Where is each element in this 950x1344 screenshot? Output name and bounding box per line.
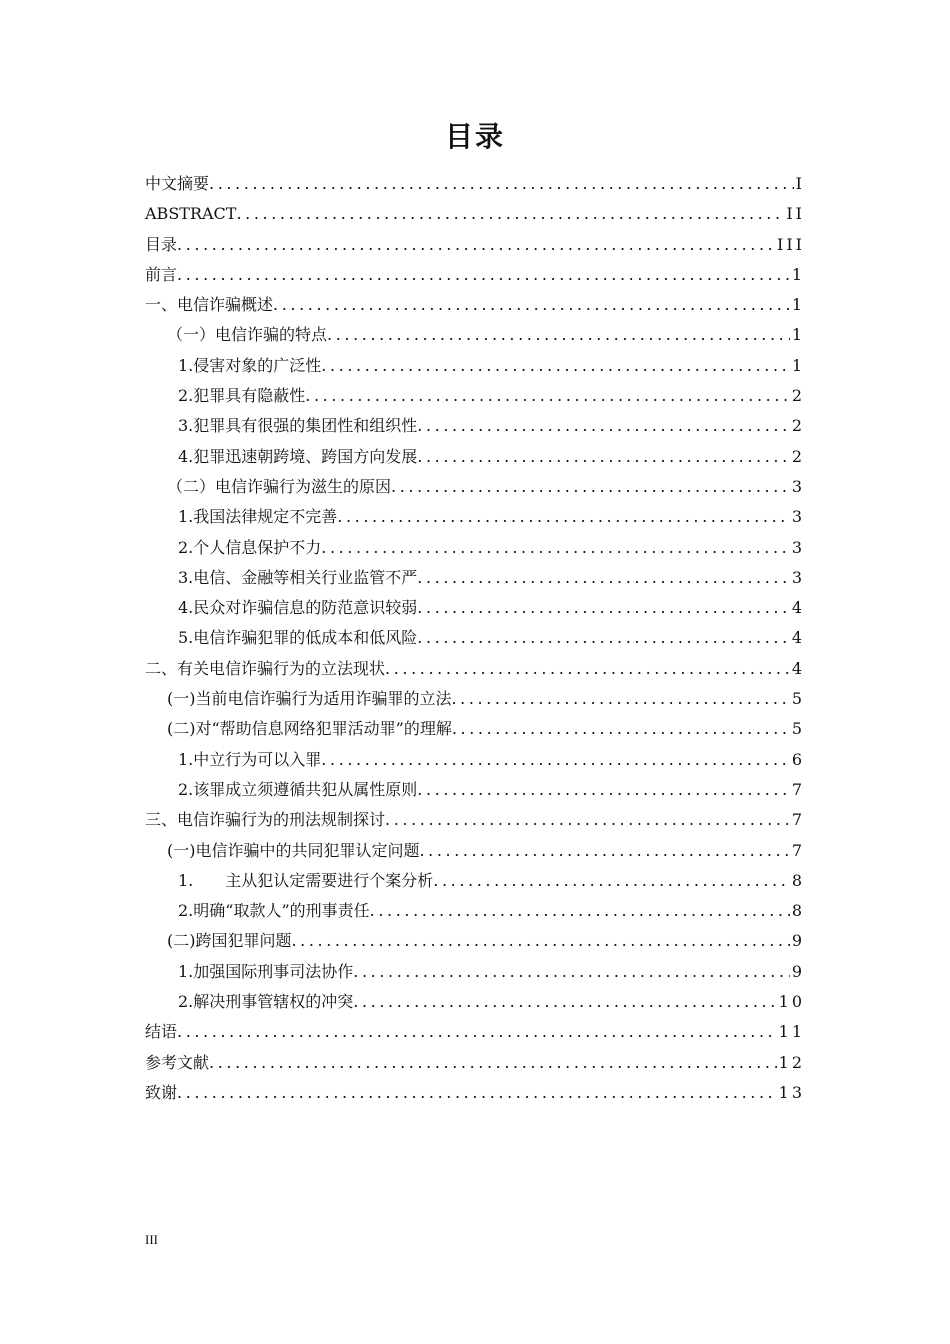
toc-entry-label: 一、电信诈骗概述 (145, 295, 274, 315)
dot-leader (353, 957, 790, 987)
dot-leader (273, 290, 790, 320)
toc-entry[interactable] (145, 563, 805, 593)
dot-leader (209, 1048, 777, 1078)
toc-entry-page: 2 (791, 446, 805, 466)
dot-leader (417, 442, 790, 472)
toc-entry-page: 7 (791, 840, 805, 860)
dot-leader (209, 169, 794, 199)
toc-entry-label: 3.犯罪具有很强的集团性和组织性 (178, 416, 418, 436)
dot-leader (433, 866, 790, 896)
dot-leader (353, 987, 776, 1017)
dot-leader (321, 533, 790, 563)
toc-entry[interactable] (145, 230, 805, 260)
dot-leader (370, 896, 790, 926)
toc-entry[interactable] (145, 926, 805, 956)
toc-entry-label: 二、有关电信诈骗行为的立法现状 (145, 658, 386, 678)
dot-leader (236, 199, 784, 229)
page-number-footer: III (145, 1232, 158, 1247)
toc-entry[interactable] (145, 1078, 805, 1108)
toc-entry-label: 2.个人信息保护不力 (178, 537, 322, 557)
toc-entry[interactable] (145, 320, 805, 350)
toc-entry-label: ABSTRACT (145, 204, 237, 224)
toc-entry-label: 三、电信诈骗行为的刑法规制探讨 (145, 810, 386, 830)
toc-entry-page: 5 (791, 719, 805, 739)
toc-entry-page: III (777, 234, 805, 254)
dot-leader (417, 623, 790, 653)
toc-entry-page: 3 (791, 507, 805, 527)
toc-entry-label: 1.我国法律规定不完善 (178, 507, 338, 527)
dot-leader (452, 714, 790, 744)
toc-entry[interactable] (145, 745, 805, 775)
dot-leader (417, 775, 790, 805)
toc-entry[interactable] (145, 805, 805, 835)
dot-leader (292, 926, 790, 956)
toc-entry[interactable] (145, 684, 805, 714)
toc-entry[interactable] (145, 290, 805, 320)
toc-entry-label: 2.该罪成立须遵循共犯从属性原则 (178, 779, 418, 799)
dot-leader (177, 260, 790, 290)
toc-entry-label: 1.侵害对象的广泛性 (178, 355, 322, 375)
toc-entry-page: 1 (791, 355, 805, 375)
toc-entry[interactable] (145, 1017, 805, 1047)
dot-leader (321, 745, 790, 775)
toc-entry-page: 11 (778, 1022, 805, 1042)
page-title: 目录 (444, 120, 505, 153)
toc-entry[interactable] (145, 381, 805, 411)
dot-leader (420, 836, 790, 866)
dot-leader (305, 381, 790, 411)
toc-entry-label: (一)当前电信诈骗行为适用诈骗罪的立法 (167, 689, 452, 709)
dot-leader (385, 805, 790, 835)
dot-leader (452, 684, 790, 714)
toc-entry-page: 1 (791, 264, 805, 284)
dot-leader (385, 654, 790, 684)
toc-entry-label: （一）电信诈骗的特点 (167, 325, 328, 345)
toc-entry-label: 致谢 (145, 1082, 178, 1102)
toc-entry-label: 参考文献 (145, 1052, 210, 1072)
toc-entry[interactable] (145, 351, 805, 381)
dot-leader (417, 411, 790, 441)
toc-entry-label: (一)电信诈骗中的共同犯罪认定问题 (167, 840, 420, 860)
toc-entry[interactable] (145, 987, 805, 1017)
dot-leader (391, 472, 790, 502)
toc-entry-label: 中文摘要 (145, 174, 210, 193)
toc-entry-page: 3 (791, 476, 805, 496)
dot-leader (417, 593, 790, 623)
toc-entry-page: 1 (791, 295, 805, 315)
toc-entry-label: 1.中立行为可以入罪 (178, 749, 322, 769)
toc-entry[interactable] (145, 836, 805, 866)
dot-leader (177, 230, 775, 260)
toc-entry[interactable] (145, 593, 805, 623)
toc-entry-page: 4 (791, 598, 805, 618)
toc-entry-label: 前言 (145, 264, 178, 284)
toc-entry[interactable] (145, 1048, 805, 1078)
toc-entry[interactable] (145, 775, 805, 805)
toc-entry-page: 8 (791, 870, 805, 890)
toc-entry-page: 3 (791, 567, 805, 587)
toc-entry-page: 6 (791, 749, 805, 769)
toc-entry-label: 1. 主从犯认定需要进行个案分析 (178, 870, 434, 890)
dot-leader (417, 563, 790, 593)
table-of-contents (145, 169, 805, 1108)
toc-entry-page: 9 (791, 961, 805, 981)
toc-entry-label: 4.民众对诈骗信息的防范意识较弱 (178, 598, 418, 618)
toc-entry[interactable] (145, 957, 805, 987)
toc-entry-page: 8 (791, 901, 805, 921)
toc-entry[interactable] (145, 866, 805, 896)
toc-entry[interactable] (145, 896, 805, 926)
toc-entry-label: 2.犯罪具有隐蔽性 (178, 386, 306, 406)
toc-entry-label: 4.犯罪迅速朝跨境、跨国方向发展 (178, 446, 418, 466)
toc-entry-label: 目录 (145, 234, 178, 254)
toc-entry[interactable] (145, 411, 805, 441)
toc-entry-label: (二)跨国犯罪问题 (167, 931, 292, 951)
toc-entry[interactable] (145, 169, 805, 199)
toc-entry-label: 5.电信诈骗犯罪的低成本和低风险 (178, 628, 418, 648)
toc-entry-label: (二)对“帮助信息网络犯罪活动罪”的理解 (167, 719, 452, 739)
toc-entry-page: 2 (791, 386, 805, 406)
toc-entry[interactable] (145, 442, 805, 472)
toc-entry-page: I (795, 174, 805, 193)
dot-leader (327, 320, 790, 350)
toc-entry-label: 2.解决刑事管辖权的冲突 (178, 992, 354, 1012)
toc-entry-page: 5 (791, 689, 805, 709)
toc-entry[interactable] (145, 714, 805, 744)
toc-entry[interactable] (145, 260, 805, 290)
toc-entry-page: 2 (791, 416, 805, 436)
toc-entry-page: 7 (791, 779, 805, 799)
toc-entry-page: 4 (791, 628, 805, 648)
toc-entry[interactable] (145, 199, 805, 229)
toc-entry-page: 9 (791, 931, 805, 951)
toc-entry-label: （二）电信诈骗行为滋生的原因 (167, 476, 392, 496)
toc-entry-page: 1 (791, 325, 805, 345)
toc-entry-label: 1.加强国际刑事司法协作 (178, 961, 354, 981)
toc-entry-label: 3.电信、金融等相关行业监管不严 (178, 567, 418, 587)
toc-entry-page: 4 (791, 658, 805, 678)
toc-entry-page: 13 (778, 1082, 805, 1102)
toc-entry[interactable] (145, 533, 805, 563)
toc-entry[interactable] (145, 654, 805, 684)
toc-entry-label: 2.明确“取款人”的刑事责任 (178, 901, 370, 921)
toc-entry-page: 12 (778, 1052, 805, 1072)
toc-entry-page: 7 (791, 810, 805, 830)
toc-entry[interactable] (145, 623, 805, 653)
toc-entry-page: 10 (778, 992, 805, 1012)
toc-entry[interactable] (145, 502, 805, 532)
dot-leader (177, 1078, 777, 1108)
toc-entry-page: 3 (791, 537, 805, 557)
dot-leader (337, 502, 790, 532)
toc-entry-page: II (786, 204, 805, 224)
dot-leader (321, 351, 790, 381)
toc-entry[interactable] (145, 472, 805, 502)
toc-entry-label: 结语 (145, 1022, 178, 1042)
dot-leader (177, 1017, 777, 1047)
